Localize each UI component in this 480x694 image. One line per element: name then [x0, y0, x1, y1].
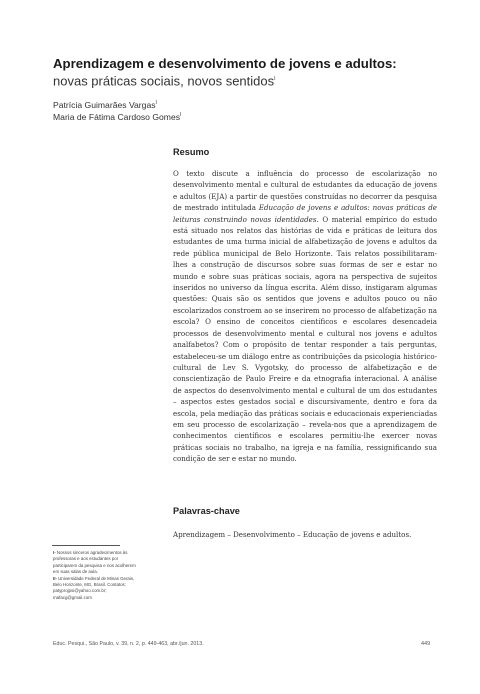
article-subtitle-text: novas práticas sociais, novos sentidos	[53, 73, 275, 89]
author-name: Maria de Fátima Cardoso Gomes	[53, 111, 181, 122]
abstract-paragraph	[173, 168, 437, 465]
footnote-divider	[52, 545, 120, 546]
journal-citation: Educ. Pesqui., São Paulo, v. 39, n. 2, p. 449-463, abr./jun. 2013.	[53, 641, 204, 647]
author-2	[53, 110, 181, 123]
author-footnote-mark[interactable]: I	[180, 112, 182, 118]
footnote-text: Universidade Federal de Minas Gerais, Belo Horizonte, MG, Brasil. Contatos: patyprojpsi@yahoo.com.br; mafacg@gmail.com	[53, 575, 135, 600]
abstract-text-start: O texto discute a influência do processo de escolarização no desenvolvimento mental e cultural de estudantes da educação de jovens e adultos (EJA) a partir de questões construídas no decorrer da pesquisa de mestrado intitulada	[173, 169, 437, 213]
author-footnote-mark[interactable]: I	[155, 100, 157, 106]
author-name: Patrícia Guimarães Vargas	[53, 99, 156, 110]
abstract-text-end: . O material empírico do estudo está situado nos relatos das histórias de vida e práticas de leitura dos estudantes de uma turma inicial de alfabetização de jovens e adultos da rede pública municipal de Belo Horizonte. Tais relatos possibilitaram-lhes a construção de discursos sobre suas formas de ser e estar no mundo e sobre suas práticas sociais, agora na perspectiva de sujeitos inseridos no universo da língua escrita. Além disso, instigaram algumas questões: Quais são os sentidos que jovens e adultos pouco ou não escolarizados constroem ao se inserirem no processo de alfabetização na escola? O ensino de conceitos científicos e escolares desencadeia processos de desenvolvimento mental e cultural nos jovens e adultos analfabetos? Com o propósito de tentar responder a tais perguntas, estabeleceu-se um diálogo entre as contribuições da psicologia histórico-cultural de Lev S. Vygotsky, do processo de alfabetização e de conscientização de Paulo Freire e da etnografia interacional. A análise de aspectos do desenvolvimento mental e cultural de um dos estudantes – aspectos estes gestados social e discursivamente, dentro e fora da escola, pela mediação das práticas sociais e educacionais experienciadas em seu processo de escolarização – revela-nos que a aprendizagem de conhecimentos científicos e escolares permitiu-lhe exercer novas práticas sociais no trabalho, na igreja e na família, ressignificando sua condição de ser e estar no mundo.	[173, 214, 438, 464]
footnote-mark: II-	[53, 575, 57, 581]
author-1	[53, 98, 157, 111]
page-number: 449	[421, 641, 431, 647]
article-subtitle	[53, 71, 453, 89]
footnote-text: Nossos sinceros agradecimentos às professoras e aos estudantes por participarem da pesquisa e nos acolherem em suas salas de aula.	[53, 550, 136, 575]
thesis-title: Educação de jovens e adultos: novas práticas de leituras construindo novas identidades	[173, 203, 437, 224]
subtitle-footnote-mark[interactable]: I	[274, 76, 276, 82]
footnote-mark: I-	[53, 550, 56, 555]
keywords-heading: Palavras-chave	[173, 506, 240, 516]
footnote-2	[53, 576, 143, 602]
article-title: Aprendizagem e desenvolvimento de jovens e adultos:	[53, 56, 397, 71]
footnote-1	[53, 550, 143, 576]
abstract-body	[173, 168, 437, 465]
keywords-text: Aprendizagem – Desenvolvimento – Educação de jovens e adultos.	[173, 530, 412, 539]
footnotes	[53, 550, 143, 601]
abstract-heading: Resumo	[173, 147, 210, 157]
